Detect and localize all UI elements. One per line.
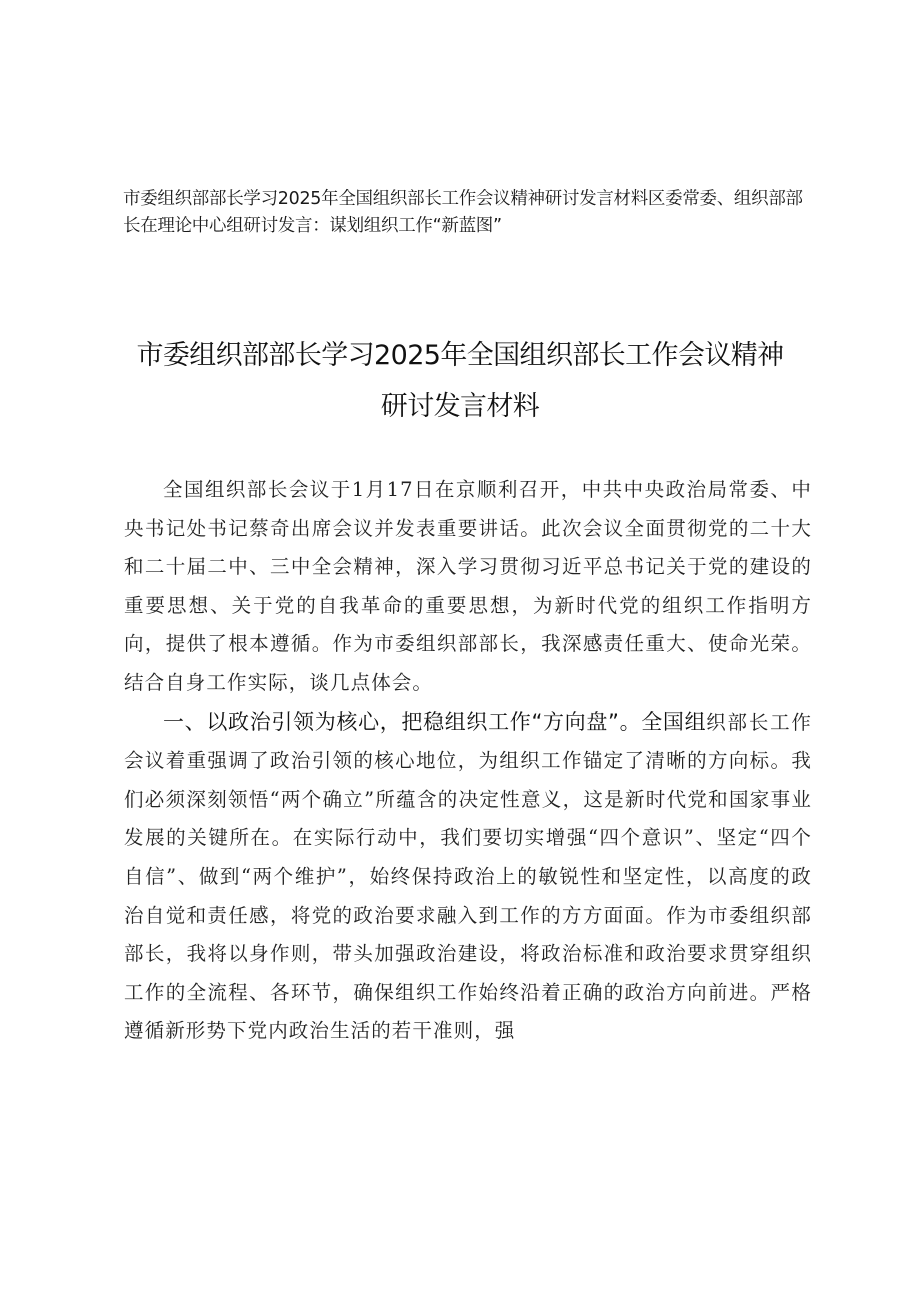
document-title-line1: 市委组织部部长学习2025年全国组织部长工作会议精神 [136,340,784,371]
section-1-body: 织部长工作会议着重强调了政治引领的核心地位，为组织工作锚定了清晰的方向标。我们必须深刻领悟“两个确立”所蕴含的决定性意义，这是新时代党和国家事业发展的关键所在。在实际行动中，我们要切实增强“四个意识”、坚定“四个自信”、做到“两个维护”，始终保持政治上的敏锐性和坚定性，以高度的政治自觉和责任感，将党的政治要求融入到工作的方方面面。作为市委组织部部长，我将以身作则，带头加强政治建设，将政治标准和政治要求贯穿组织工作的全流程、各环节，确保组织工作始终沿着正确的政治方向前进。严格遵循新形势下党内政治生活的若干准则，强 [124,710,812,1043]
section-1-heading: 一、以政治引领为核心，把稳组织工作“方向盘”。全国组 [163,709,707,734]
document-body [124,471,812,1051]
intro-paragraph: 全国组织部长会议于1月17日在京顺利召开，中共中央政治局常委、中央书记处书记蔡奇出席会议并发表重要讲话。此次会议全面贯彻党的二十大和二十届二中、三中全会精神，深入学习贯彻习近平总书记关于党的建设的重要思想、关于党的自我革命的重要思想，为新时代党的组织工作指明方向，提供了根本遵循。作为市委组织部部长，我深感责任重大、使命光荣。结合自身工作实际，谈几点体会。 [124,478,812,694]
section-1-paragraph [124,703,812,1051]
document-title [110,330,810,432]
document-title-line2: 研讨发言材料 [380,391,540,422]
header-title: 市委组织部部长学习2025年全国组织部长工作会议精神研讨发言材料区委常委、组织部部长在理论中心组研讨发言：谋划组织工作“新蓝图” [123,189,803,236]
